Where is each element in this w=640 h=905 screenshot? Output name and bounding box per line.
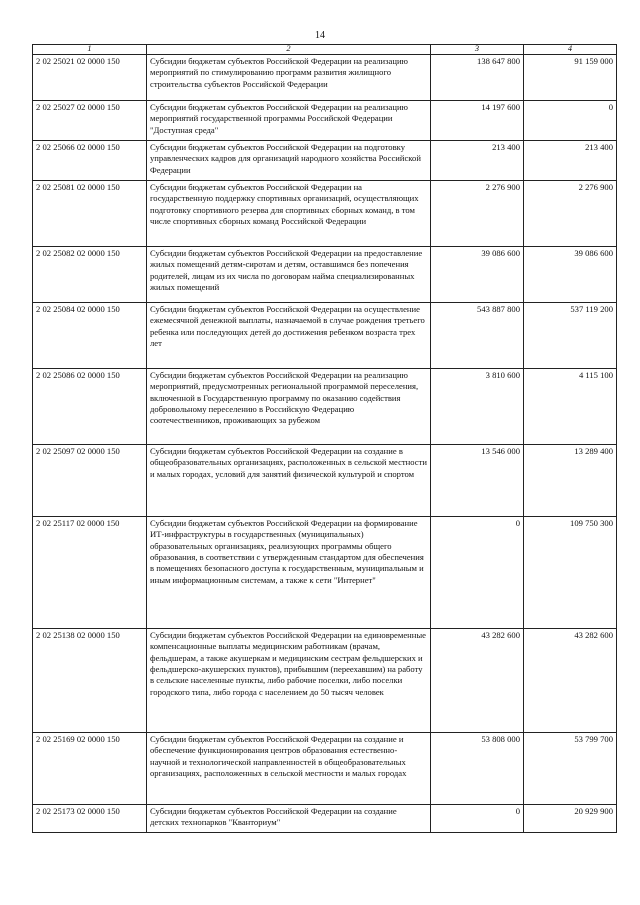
amount-col3-cell: 43 282 600: [431, 628, 524, 732]
description-cell: Субсидии бюджетам субъектов Российской Федерации на реализацию мероприятий по стимулированию программ развития жилищного строительства субъектов Российской Федерации: [147, 54, 431, 100]
description-cell: Субсидии бюджетам субъектов Российской Федерации на реализацию мероприятий государственной программы Российской Федерации "Доступная среда": [147, 100, 431, 140]
table-row: [33, 180, 617, 246]
description-cell: Субсидии бюджетам субъектов Российской Федерации на государственную поддержку спортивных организаций, осуществляющих подготовку спортивного резерва для спортивных сборных команд, в том числе спортивных сборных команд Российской Федерации: [147, 180, 431, 246]
amount-col3-cell: 3 810 600: [431, 368, 524, 444]
table-row: [33, 804, 617, 832]
budget-code-cell: 2 02 25066 02 0000 150: [33, 140, 147, 180]
amount-col4-cell: 4 115 100: [524, 368, 617, 444]
amount-col4-cell: 43 282 600: [524, 628, 617, 732]
budget-code-cell: 2 02 25169 02 0000 150: [33, 732, 147, 804]
budget-code-cell: 2 02 25084 02 0000 150: [33, 302, 147, 368]
table-row: [33, 444, 617, 516]
table-row: [33, 302, 617, 368]
header-col-3: 3: [431, 45, 524, 55]
budget-code-cell: 2 02 25027 02 0000 150: [33, 100, 147, 140]
description-cell: Субсидии бюджетам субъектов Российской Федерации на предоставление жилых помещений детям-сиротам и детям, оставшимся без попечения родителей, лицам из их числа по договорам найма специализированных жилых помещений: [147, 246, 431, 302]
table-row: [33, 368, 617, 444]
amount-col4-cell: 0: [524, 100, 617, 140]
budget-code-cell: 2 02 25021 02 0000 150: [33, 54, 147, 100]
header-col-1: 1: [33, 45, 147, 55]
amount-col3-cell: 2 276 900: [431, 180, 524, 246]
amount-col3-cell: 53 808 000: [431, 732, 524, 804]
amount-col4-cell: 13 289 400: [524, 444, 617, 516]
table-row: [33, 516, 617, 628]
description-cell: Субсидии бюджетам субъектов Российской Федерации на формирование ИТ-инфраструктуры в государственных (муниципальных) образовательных организациях, реализующих программы общего образования, в соответствии с утвержденным стандартом для обеспечения в помещениях безопасного доступа к государственным, муниципальным и иным информационным системам, а также к сети "Интернет": [147, 516, 431, 628]
table-header-row: [33, 45, 617, 55]
budget-code-cell: 2 02 25082 02 0000 150: [33, 246, 147, 302]
budget-code-cell: 2 02 25138 02 0000 150: [33, 628, 147, 732]
amount-col4-cell: 109 750 300: [524, 516, 617, 628]
budget-code-cell: 2 02 25173 02 0000 150: [33, 804, 147, 832]
table-row: [33, 628, 617, 732]
amount-col3-cell: 0: [431, 516, 524, 628]
amount-col3-cell: 138 647 800: [431, 54, 524, 100]
amount-col3-cell: 543 887 800: [431, 302, 524, 368]
description-cell: Субсидии бюджетам субъектов Российской Федерации на подготовку управленческих кадров для организаций народного хозяйства Российской Федерации: [147, 140, 431, 180]
page-number: 14: [315, 30, 325, 41]
description-cell: Субсидии бюджетам субъектов Российской Федерации на создание в общеобразовательных организациях, расположенных в сельской местности и малых городах, условий для занятий физической культурой и спортом: [147, 444, 431, 516]
description-cell: Субсидии бюджетам субъектов Российской Федерации на создание детских технопарков "Кванториум": [147, 804, 431, 832]
amount-col4-cell: 91 159 000: [524, 54, 617, 100]
description-cell: Субсидии бюджетам субъектов Российской Федерации на единовременные компенсационные выплаты медицинским работникам (врачам, фельдшерам, а также акушеркам и медицинским сестрам фельдшерских и фельдшерско-акушерских пунктов), прибывшим (переехавшим) на работу в сельские населенные пункты, либо рабочие поселки, либо поселки городского типа, либо города с населением до 50 тысяч человек: [147, 628, 431, 732]
amount-col4-cell: 2 276 900: [524, 180, 617, 246]
budget-code-cell: 2 02 25081 02 0000 150: [33, 180, 147, 246]
description-cell: Субсидии бюджетам субъектов Российской Федерации на осуществление ежемесячной денежной выплаты, назначаемой в случае рождения третьего ребенка или последующих детей до достижения ребенком возраста трех лет: [147, 302, 431, 368]
amount-col4-cell: 213 400: [524, 140, 617, 180]
table-row: [33, 54, 617, 100]
header-col-2: 2: [147, 45, 431, 55]
amount-col3-cell: 39 086 600: [431, 246, 524, 302]
amount-col4-cell: 53 799 700: [524, 732, 617, 804]
budget-code-cell: 2 02 25086 02 0000 150: [33, 368, 147, 444]
amount-col4-cell: 537 119 200: [524, 302, 617, 368]
description-cell: Субсидии бюджетам субъектов Российской Федерации на реализацию мероприятий, предусмотренных региональной программой переселения, включенной в Государственную программу по оказанию содействия добровольному переселению в Российскую Федерацию соотечественников, проживающих за рубежом: [147, 368, 431, 444]
amount-col4-cell: 39 086 600: [524, 246, 617, 302]
budget-code-cell: 2 02 25097 02 0000 150: [33, 444, 147, 516]
header-col-4: 4: [524, 45, 617, 55]
amount-col3-cell: 14 197 600: [431, 100, 524, 140]
amount-col4-cell: 20 929 900: [524, 804, 617, 832]
table-row: [33, 140, 617, 180]
amount-col3-cell: 13 546 000: [431, 444, 524, 516]
amount-col3-cell: 213 400: [431, 140, 524, 180]
budget-table: [32, 44, 617, 833]
table-row: [33, 100, 617, 140]
budget-code-cell: 2 02 25117 02 0000 150: [33, 516, 147, 628]
table-row: [33, 246, 617, 302]
amount-col3-cell: 0: [431, 804, 524, 832]
table-row: [33, 732, 617, 804]
description-cell: Субсидии бюджетам субъектов Российской Федерации на создание и обеспечение функционирования центров образования естественно-научной и технологической направленностей в общеобразовательных организациях, расположенных в сельской местности и малых городах: [147, 732, 431, 804]
